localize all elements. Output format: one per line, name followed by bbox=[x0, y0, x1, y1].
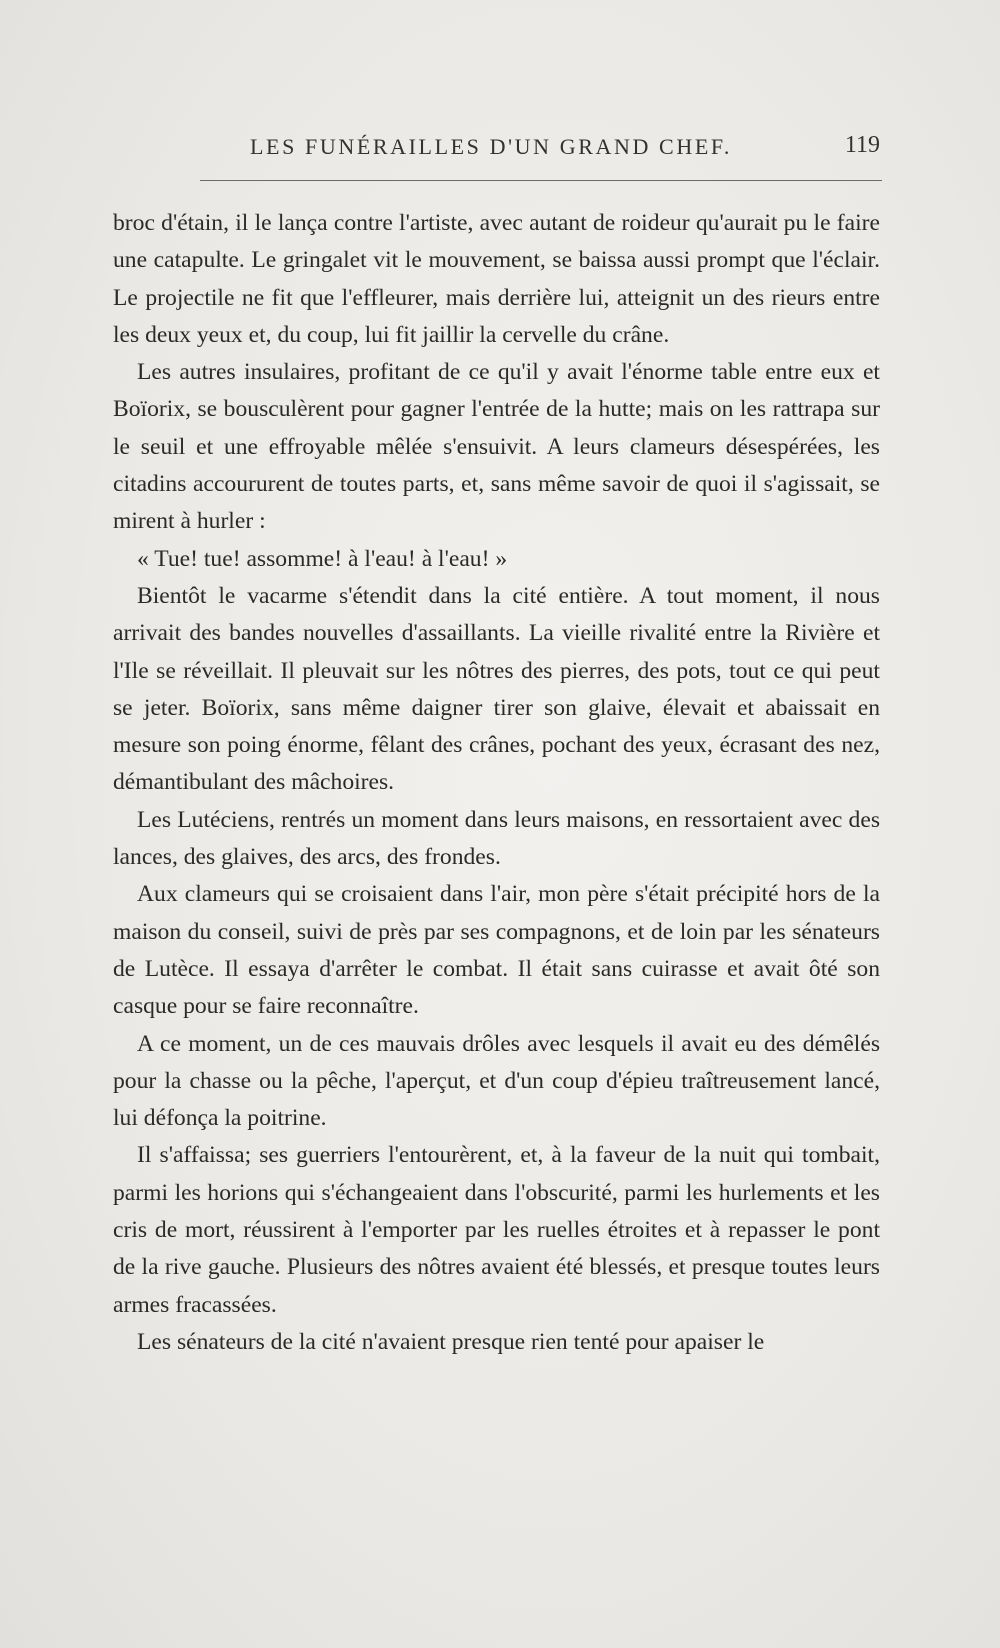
running-title: LES FUNÉRAILLES D'UN GRAND CHEF. bbox=[250, 134, 733, 159]
paragraph: « Tue! tue! assomme! à l'eau! à l'eau! » bbox=[137, 545, 508, 572]
paragraph: Les Lutéciens, rentrés un moment dans leurs maisons, en ressortaient avec des lances, des glaives, des arcs, des frondes. bbox=[113, 806, 880, 871]
paragraph: A ce moment, un de ces mauvais drôles avec lesquels il avait eu des démêlés pour la chasse ou la pêche, l'aperçut, et d'un coup d'épieu traîtreusement lancé, lui défonça la poitrine. bbox=[113, 1030, 880, 1132]
paragraph: Bientôt le vacarme s'étendit dans la cité entière. A tout moment, il nous arrivait des bandes nouvelles d'assaillants. La vieille rivalité entre la Rivière et l'Ile se réveillait. Il pleuvait sur les nôtres des pierres, des pots, tout ce qui peut se jeter. Boïorix, sans même daigner tirer son glaive, élevait et abaissait en mesure son poing énorme, fêlant des crânes, pochant des yeux, écrasant des nez, démantibulant des mâchoires. bbox=[113, 582, 880, 796]
paragraph: broc d'étain, il le lança contre l'artiste, avec autant de roideur qu'aurait pu le faire une catapulte. Le gringalet vit le mouvement, se baissa aussi prompt que l'éclair. Le projectile ne fit que l'effleurer, mais derrière lui, atteignit un des rieurs entre les deux yeux et, du coup, lui fit jaillir la cervelle du crâne. bbox=[113, 210, 880, 348]
page-number: 119 bbox=[844, 132, 880, 158]
paragraph: Les sénateurs de la cité n'avaient presque rien tenté pour apaiser le bbox=[137, 1328, 765, 1355]
paragraph: Il s'affaissa; ses guerriers l'entourèrent, et, à la faveur de la nuit qui tombait, parmi les horions qui s'échangeaient dans l'obscurité, parmi les hurlements et les cris de mort, réussirent à l'emporter par les ruelles étroites et à repasser le pont de la rive gauche. Plusieurs des nôtres avaient été blessés, et presque toutes leurs armes fracassées. bbox=[113, 1142, 880, 1318]
body-text bbox=[113, 205, 880, 1361]
paragraph: Aux clameurs qui se croisaient dans l'air, mon père s'était précipité hors de la maison du conseil, suivi de près par ses compagnons, et de loin par les sénateurs de Lutèce. Il essaya d'arrêter le combat. Il était sans cuirasse et avait ôté son casque pour se faire reconnaître. bbox=[113, 881, 880, 1020]
paragraph: Les autres insulaires, profitant de ce qu'il y avait l'énorme table entre eux et Boïorix, se bousculèrent pour gagner l'entrée de la hutte; mais on les rattrapa sur le seuil et une effroyable mêlée s'ensuivit. A leurs clameurs désespérées, les citadins accoururent de toutes parts, et, sans même savoir de quoi il s'agissait, se mirent à hurler : bbox=[113, 359, 880, 535]
header-rule bbox=[200, 180, 882, 181]
running-header bbox=[200, 128, 880, 168]
